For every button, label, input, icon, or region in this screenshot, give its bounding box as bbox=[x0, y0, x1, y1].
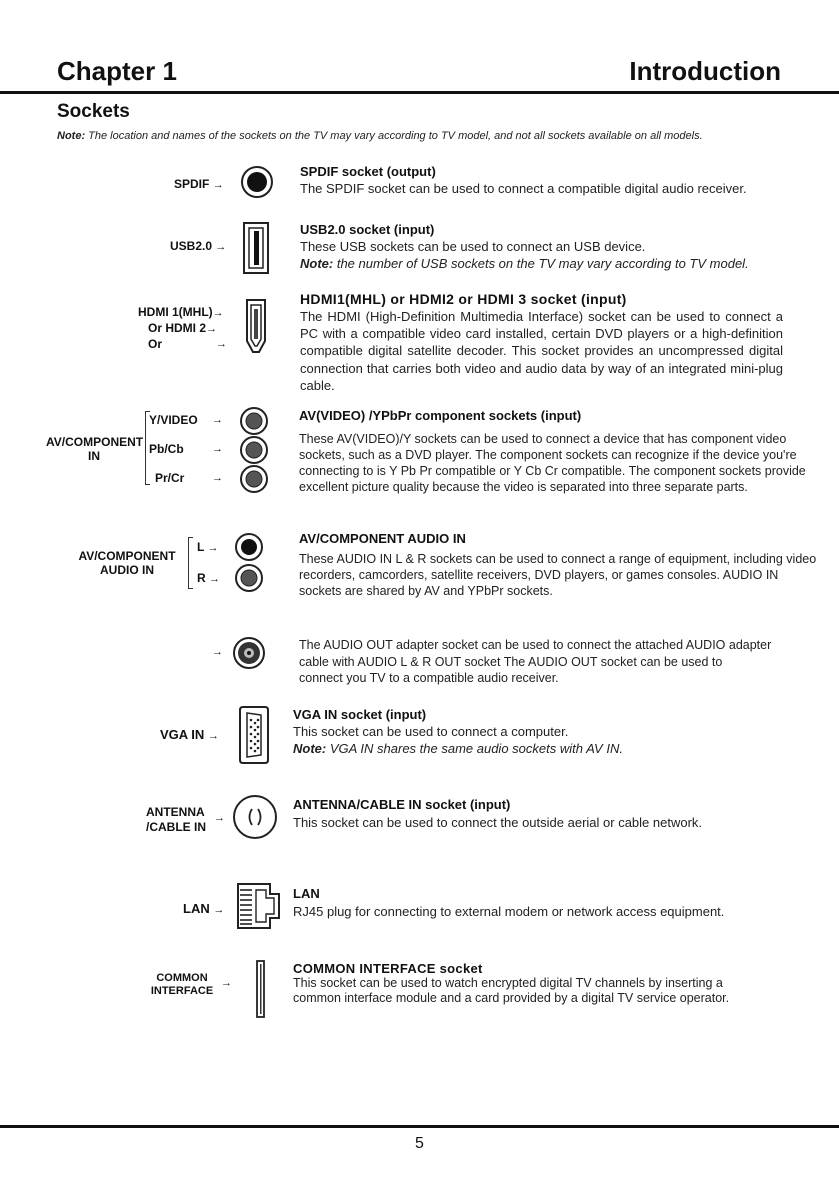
av-group-label: AV/COMPONENT IN bbox=[46, 435, 144, 463]
antenna-arrow: → bbox=[214, 812, 225, 824]
intro-note: Note: The location and names of the sockets on the TV may vary according to TV model, and not all sockets available on all models. bbox=[57, 130, 703, 142]
audio-in-title: AV/COMPONENT AUDIO IN bbox=[299, 531, 466, 546]
usb-socket-icon bbox=[243, 222, 269, 274]
usb-note: Note: the number of USB sockets on the TV may vary according to TV model. bbox=[300, 256, 749, 271]
footer-divider bbox=[0, 1125, 839, 1128]
av-pb-jack-icon bbox=[239, 435, 269, 465]
ci-arrow: → bbox=[221, 977, 232, 989]
audio-in-r-label: R → bbox=[197, 571, 221, 585]
audio-out-desc-1: The AUDIO OUT adapter socket can be used to connect the attached AUDIO adapter bbox=[299, 638, 772, 652]
av-y-jack-icon bbox=[239, 406, 269, 436]
av-desc: These AV(VIDEO)/Y sockets can be used to connect a device that has component video sockets, such as a DVD player. The component sockets can recognize if the device you're connecting to is Y Pb Pr compatible or Y Cb Cr compatible. The component sockets provide excellent picture quality because the video is separated into three separate parts. bbox=[299, 432, 806, 494]
audio-out-desc-3: connect you TV to a compatible audio receiver. bbox=[299, 671, 559, 685]
av-pr-jack-icon bbox=[239, 464, 269, 494]
audio-in-r-jack-icon bbox=[234, 563, 264, 593]
lan-title: LAN bbox=[293, 886, 320, 901]
spdif-label: SPDIF → bbox=[174, 177, 224, 191]
audio-in-desc: These AUDIO IN L & R sockets can be used to connect a range of equipment, including video recorders, camcorders, satellite receivers, DVD players, or games consoles. AUDIO IN sockets are shared by AV and YPbPr sockets. bbox=[299, 552, 817, 598]
audio-out-arrow: → bbox=[212, 646, 223, 658]
av-pb-label: Pb/Cb bbox=[149, 442, 184, 456]
lan-label: LAN → bbox=[183, 901, 225, 916]
antenna-socket-icon bbox=[232, 794, 278, 840]
av-pr-label: Pr/Cr bbox=[155, 471, 185, 485]
hdmi-desc: The HDMI (High-Definition Multimedia Interface) socket can be used to connect a PC with a compatible video card installed, certain DVD players or a high-definition compatible digital satellite decoder. This socket provides an uncompressed digital connection that carries both video and audio data by way of an integrated mini-plug cable. bbox=[300, 309, 783, 393]
usb-label: USB2.0 → bbox=[170, 239, 227, 253]
vga-socket-icon bbox=[238, 705, 270, 765]
audio-in-group-label: AV/COMPONENT AUDIO IN bbox=[78, 549, 176, 577]
ci-desc: This socket can be used to watch encrypted digital TV channels by inserting a common interface module and a card provided by a digital TV service operator. bbox=[293, 976, 730, 1005]
antenna-title: ANTENNA/CABLE IN socket (input) bbox=[293, 797, 511, 812]
av-pr-arrow: → bbox=[212, 472, 223, 484]
audio-in-l-label: L → bbox=[197, 540, 219, 554]
usb-title: USB2.0 socket (input) bbox=[300, 222, 435, 237]
audio-in-l-jack-icon bbox=[234, 532, 264, 562]
lan-socket-icon bbox=[236, 882, 282, 930]
section-title: Sockets bbox=[57, 101, 130, 122]
hdmi-label-1: HDMI 1(MHL)→ bbox=[138, 305, 224, 319]
chapter-title: Introduction bbox=[629, 56, 781, 86]
header-divider bbox=[0, 91, 839, 94]
spdif-desc: The SPDIF socket can be used to connect a compatible digital audio receiver. bbox=[300, 181, 747, 196]
hdmi-label-3: Or bbox=[148, 337, 163, 351]
usb-desc: These USB sockets can be used to connect an USB device. bbox=[300, 239, 646, 254]
hdmi-title: HDMI1(MHL) or HDMI2 or HDMI 3 socket (input) bbox=[300, 291, 627, 307]
audio-out-desc-2: cable with AUDIO L & R OUT socket The AUDIO OUT socket can be used to bbox=[299, 655, 723, 669]
lan-desc: RJ45 plug for connecting to external modem or network access equipment. bbox=[293, 904, 725, 919]
spdif-title: SPDIF socket (output) bbox=[300, 164, 436, 179]
av-pb-arrow: → bbox=[212, 443, 223, 455]
ci-title: COMMON INTERFACE socket bbox=[293, 961, 483, 976]
antenna-label: ANTENNA /CABLE IN bbox=[146, 805, 206, 834]
antenna-desc: This socket can be used to connect the outside aerial or cable network. bbox=[293, 815, 703, 830]
chapter-label: Chapter 1 bbox=[57, 56, 177, 86]
spdif-socket-icon bbox=[240, 165, 274, 199]
hdmi-label-2: Or HDMI 2→ bbox=[148, 321, 218, 335]
page-number: 5 bbox=[415, 1135, 424, 1152]
ci-label: COMMON INTERFACE bbox=[150, 972, 214, 997]
vga-title: VGA IN socket (input) bbox=[293, 707, 427, 722]
vga-desc: This socket can be used to connect a computer. bbox=[293, 724, 569, 739]
av-y-label: Y/VIDEO bbox=[149, 413, 198, 427]
vga-note: Note: VGA IN shares the same audio sockets with AV IN. bbox=[293, 741, 623, 756]
av-y-arrow: → bbox=[212, 414, 223, 426]
vga-label: VGA IN → bbox=[160, 727, 219, 742]
ci-slot-icon bbox=[256, 960, 266, 1018]
audio-in-bracket bbox=[188, 537, 193, 589]
hdmi-socket-icon bbox=[244, 297, 268, 355]
av-title: AV(VIDEO) /YPbPr component sockets (input) bbox=[299, 408, 582, 423]
hdmi-arrow: → bbox=[216, 338, 227, 350]
audio-out-socket-icon bbox=[232, 636, 266, 670]
